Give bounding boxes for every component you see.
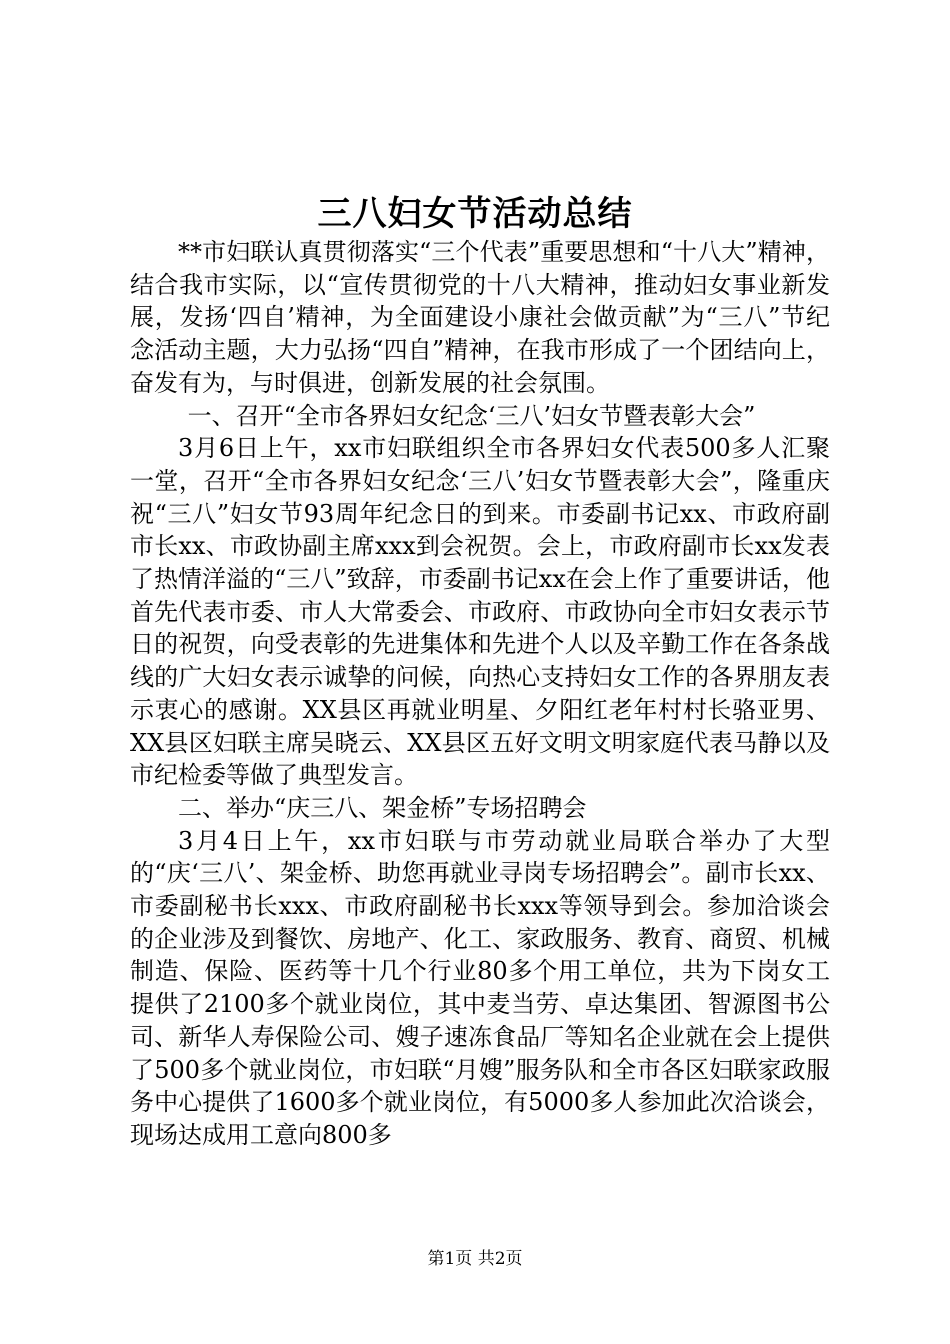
section-2-paragraph: 3月4日上午，xx市妇联与市劳动就业局联合举办了大型的“庆‘三八’、架金桥、助您再就业寻岗专场招聘会”。副市长xx、市委副秘书长xxx、市政府副秘书长xxx等领导到会。参加洽谈会的企业涉及到餐饮、房地产、化工、家政服务、教育、商贸、机械制造、保险、医药等十几个行业80多个用工单位，共为下岗女工提供了2100多个就业岗位，其中麦当劳、卓达集团、智源图书公司、新华人寿保险公司、嫂子速冻食品厂等知名企业就在会上提供了500多个就业岗位，市妇联“月嫂”服务队和全市各区妇联家政服务中心提供了1600多个就业岗位，有5000多人参加此次洽谈会，现场达成用工意向800多: [130, 826, 830, 1149]
document-title: 三八妇女节活动总结: [317, 194, 633, 234]
document-body: [130, 236, 830, 1152]
intro-paragraph: **市妇联认真贯彻落实“三个代表”重要思想和“十八大”精神，结合我市实际，以“宣传贯彻党的十八大精神，推动妇女事业新发展，发扬‘四自’精神，为全面建设小康社会做贡献”为“三八”节纪念活动主题，大力弘扬“四自”精神，在我市形成了一个团结向上，奋发有为，与时俱进，创新发展的社会氛围。: [130, 238, 830, 397]
section-1-paragraph: 3月6日上午，xx市妇联组织全市各界妇女代表500多人汇聚一堂，召开“全市各界妇女纪念‘三八’妇女节暨表彰大会”，隆重庆祝“三八”妇女节93周年纪念日的到来。市委副书记xx、市政府副市长xx、市政协副主席xxx到会祝贺。会上，市政府副市长xx发表了热情洋溢的“三八”致辞，市委副书记xx在会上作了重要讲话，他首先代表市委、市人大常委会、市政府、市政协向全市妇女表示节日的祝贺，向受表彰的先进集体和先进个人以及辛勤工作在各条战线的广大妇女表示诚挚的问候，向热心支持妇女工作的各界朋友表示衷心的感谢。XX县区再就业明星、夕阳红老年村村长骆亚男、XX县区妇联主席吴晓云、XX县区五好文明文明家庭代表马静以及市纪检委等做了典型发言。: [130, 434, 830, 790]
page-footer: 第1页 共2页: [427, 1249, 523, 1269]
section-heading-1: 一、召开“全市各界妇女纪念‘三八’妇女节暨表彰大会”: [187, 401, 756, 430]
section-heading-2: 二、举办“庆三八、架金桥”专场招聘会: [178, 793, 587, 822]
